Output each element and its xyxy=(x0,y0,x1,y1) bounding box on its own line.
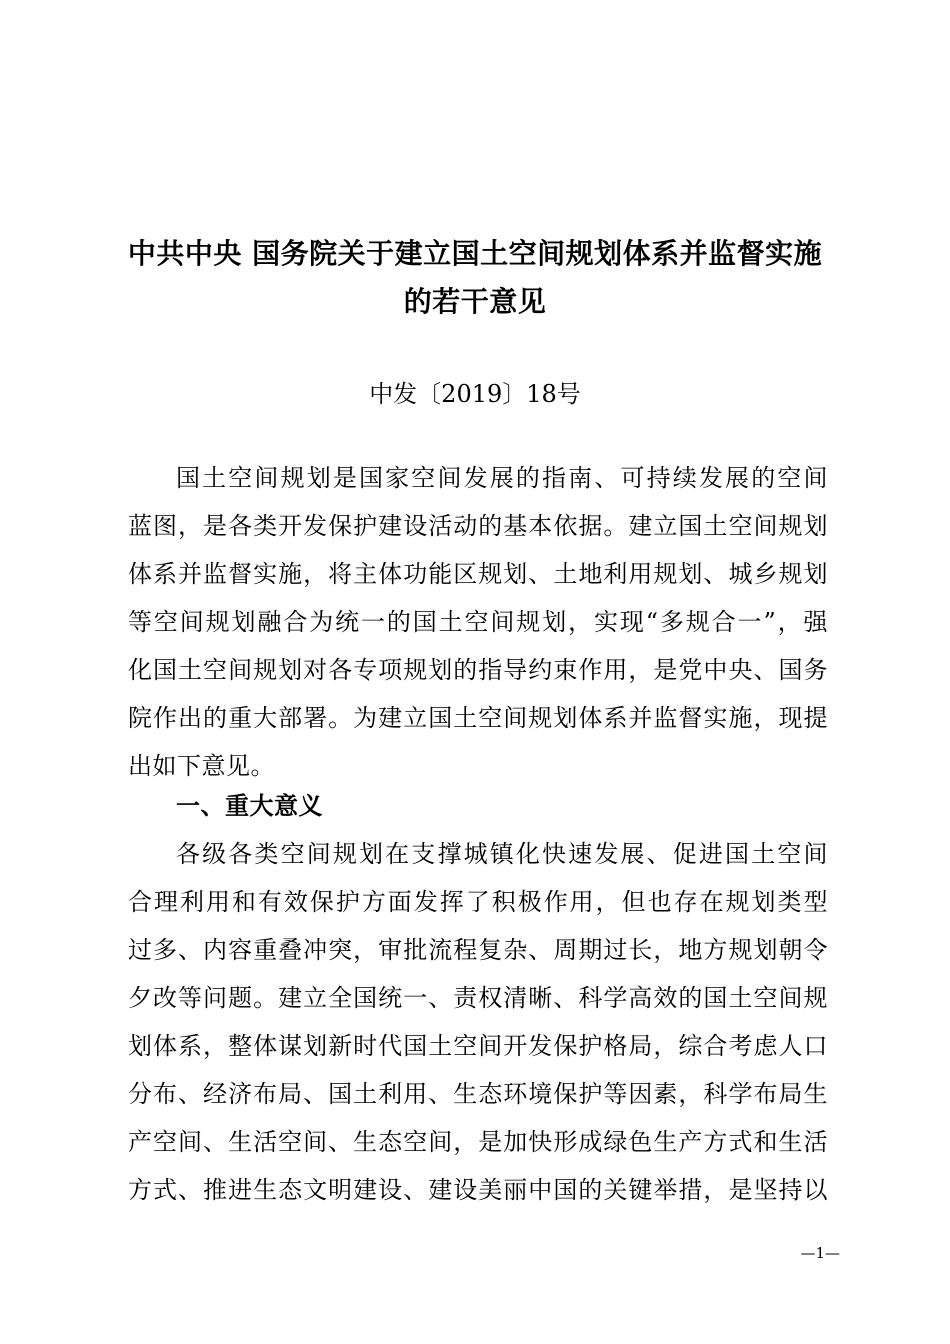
paragraph-2-line: 各级各类空间规划在支撑城镇化快速发展、促进国土空间 xyxy=(176,840,828,868)
document-title-line-1: 中共中央 国务院关于建立国土空间规划体系并监督实施 xyxy=(127,237,823,270)
paragraph-2-line: 方式、推进生态文明建设、建设美丽中国的关键举措，是坚持以 xyxy=(128,1176,828,1204)
paragraph-2-line: 合理利用和有效保护方面发挥了积极作用，但也存在规划类型 xyxy=(128,888,828,916)
paragraph-2-line: 划体系，整体谋划新时代国土空间开发保护格局，综合考虑人口 xyxy=(128,1032,828,1060)
paragraph-2-line: 过多、内容重叠冲突，审批流程复杂、周期过长，地方规划朝令 xyxy=(128,936,828,964)
paragraph-1-line: 国土空间规划是国家空间发展的指南、可持续发展的空间 xyxy=(176,464,828,492)
paragraph-1-line: 蓝图，是各类开发保护建设活动的基本依据。建立国土空间规划 xyxy=(128,512,828,540)
paragraph-2-line: 产空间、生活空间、生态空间，是加快形成绿色生产方式和生活 xyxy=(128,1128,828,1156)
paragraph-1-line: 化国土空间规划对各专项规划的指导约束作用，是党中央、国务 xyxy=(128,656,828,684)
document-number: 中发〔2019〕18号 xyxy=(369,380,581,408)
paragraph-1-line: 出如下意见。 xyxy=(128,752,275,780)
paragraph-2-line: 分布、经济布局、国土利用、生态环境保护等因素，科学布局生 xyxy=(128,1080,828,1108)
document-title-line-2: 的若干意见 xyxy=(403,285,547,318)
section-heading: 一、重大意义 xyxy=(176,792,323,820)
page-number: —1— xyxy=(800,1244,840,1262)
paragraph-1-line: 体系并监督实施，将主体功能区规划、土地利用规划、城乡规划 xyxy=(128,560,828,588)
paragraph-1-line: 等空间规划融合为统一的国土空间规划，实现“多规合一”，强 xyxy=(128,608,828,636)
paragraph-2-line: 夕改等问题。建立全国统一、责权清晰、科学高效的国土空间规 xyxy=(128,984,828,1012)
paragraph-1-line: 院作出的重大部署。为建立国土空间规划体系并监督实施，现提 xyxy=(128,704,828,732)
